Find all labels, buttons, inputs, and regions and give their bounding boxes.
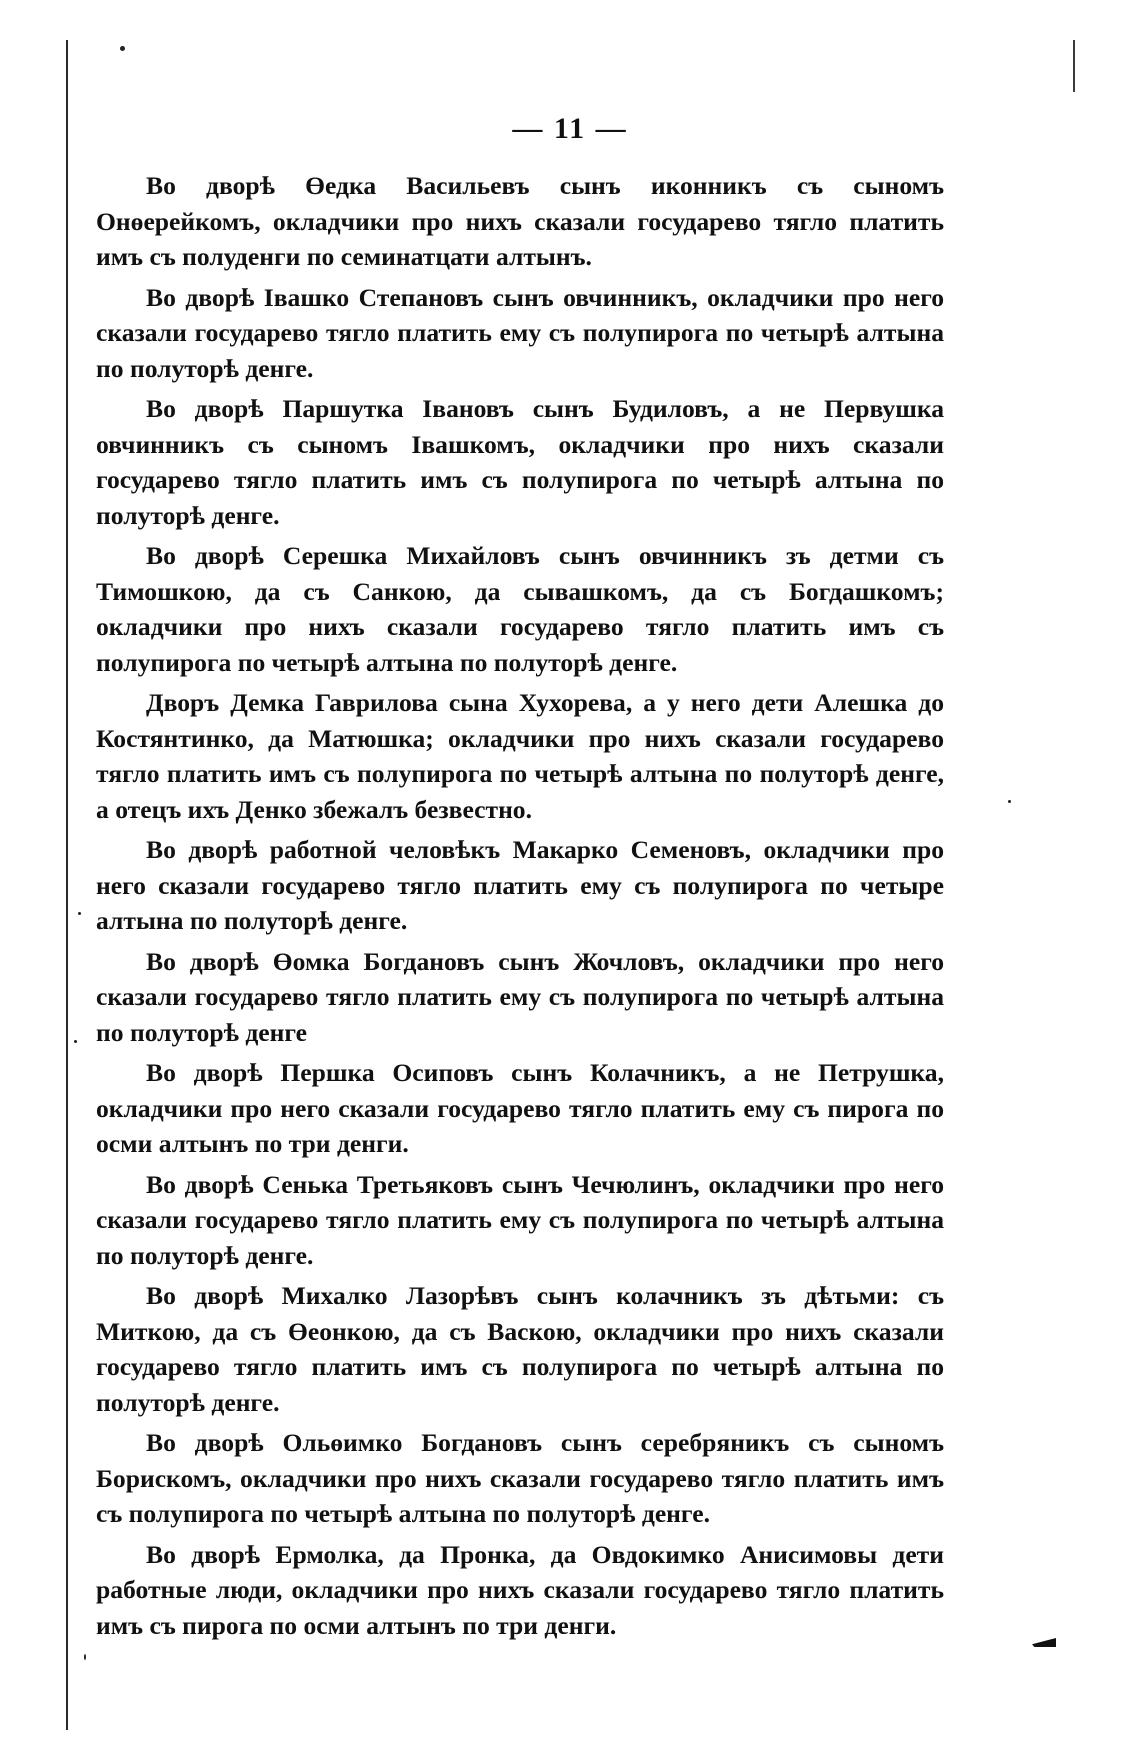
scan-edge-line-right: [1073, 40, 1075, 92]
paragraph: Во дворѣ Серешка Михайловъ сынъ овчинникъ зъ детми съ Тимошкою, да съ Санкою, да сывашкомъ, да съ Богдашкомъ; окладчики про нихъ сказали государево тягло платить имъ съ полупирога по четырѣ алтына по полуторѣ денге.: [96, 541, 944, 677]
scan-speck: [78, 912, 81, 915]
paragraph: Во дворѣ Ольөимко Богдановъ сынъ серебряникъ съ сыномъ Борискомъ, окладчики про нихъ сказали государево тягло платить имъ съ полупирога по четырѣ алтына по полуторѣ денге.: [96, 1428, 944, 1528]
paragraph: Во дворѣ Михалко Лазорѣвъ сынъ колачникъ зъ дѣтьми: съ Миткою, да съ Өеонкою, да съ Васкою, окладчики про нихъ сказали государево тягло платить имъ съ полупирога по четырѣ алтына по полуторѣ денге.: [96, 1281, 944, 1417]
scan-edge-line-left: [66, 40, 68, 1730]
page-edge-mark: [1032, 1638, 1056, 1647]
paragraph: Во дворѣ Өедка Васильевъ сынъ иконникъ съ сыномъ Онөерейкомъ, окладчики про нихъ сказали государево тягло платить имъ съ полуденги по семинатцати алтынъ.: [96, 171, 944, 271]
paragraph: Во дворѣ Першка Осиповъ сынъ Колачникъ, а не Петрушка, окладчики про него сказали государево тягло платить ему съ пирога по осми алтынъ по три денги.: [96, 1058, 944, 1158]
page-number: — 11 —: [512, 112, 628, 145]
scan-speck: [120, 46, 125, 51]
scan-speck: [74, 1040, 77, 1043]
body-text: [96, 168, 944, 1648]
scan-speck: [84, 1654, 86, 1660]
paragraph: Во дворѣ Паршутка Івановъ сынъ Будиловъ, а не Первушка овчинникъ съ сыномъ Івашкомъ, окладчики про нихъ сказали государево тягло платить имъ съ полупирога по четырѣ алтына по полуторѣ денге.: [96, 394, 944, 530]
paragraph: Во дворѣ работной человѣкъ Макарко Семеновъ, окладчики про него сказали государево тягло платить ему съ полупирога по четыре алтына по полуторѣ денге.: [96, 835, 944, 935]
paragraph: Во дворѣ Өомка Богдановъ сынъ Жочловъ, окладчики про него сказали государево тягло платить ему съ полупирога по четырѣ алтына по полуторѣ денге: [96, 946, 944, 1047]
paragraph: Во дворѣ Ермолка, да Пронка, да Овдокимко Анисимовы дети работные люди, окладчики про нихъ сказали государево тягло платить имъ съ пирога по осми алтынъ по три денги.: [96, 1539, 944, 1640]
paragraph: Дворъ Демка Гаврилова сына Хухорева, а у него дети Алешка до Костянтинко, да Матюшка; окладчики про нихъ сказали государево тягло платить имъ съ полупирога по четырѣ алтына по полуторѣ денге, а отецъ ихъ Денко збежалъ безвестно.: [96, 688, 944, 824]
scan-speck: [1008, 800, 1011, 803]
paragraph: Во дворѣ Івашко Степановъ сынъ овчинникъ, окладчики про него сказали государево тягло платить ему съ полупирога по четырѣ алтына по полуторѣ денге.: [96, 282, 944, 383]
paragraph: Во дворѣ Сенька Третьяковъ сынъ Чечюлинъ, окладчики про него сказали государево тягло платить ему съ полупирога по четырѣ алтына по полуторѣ денге.: [96, 1169, 944, 1270]
